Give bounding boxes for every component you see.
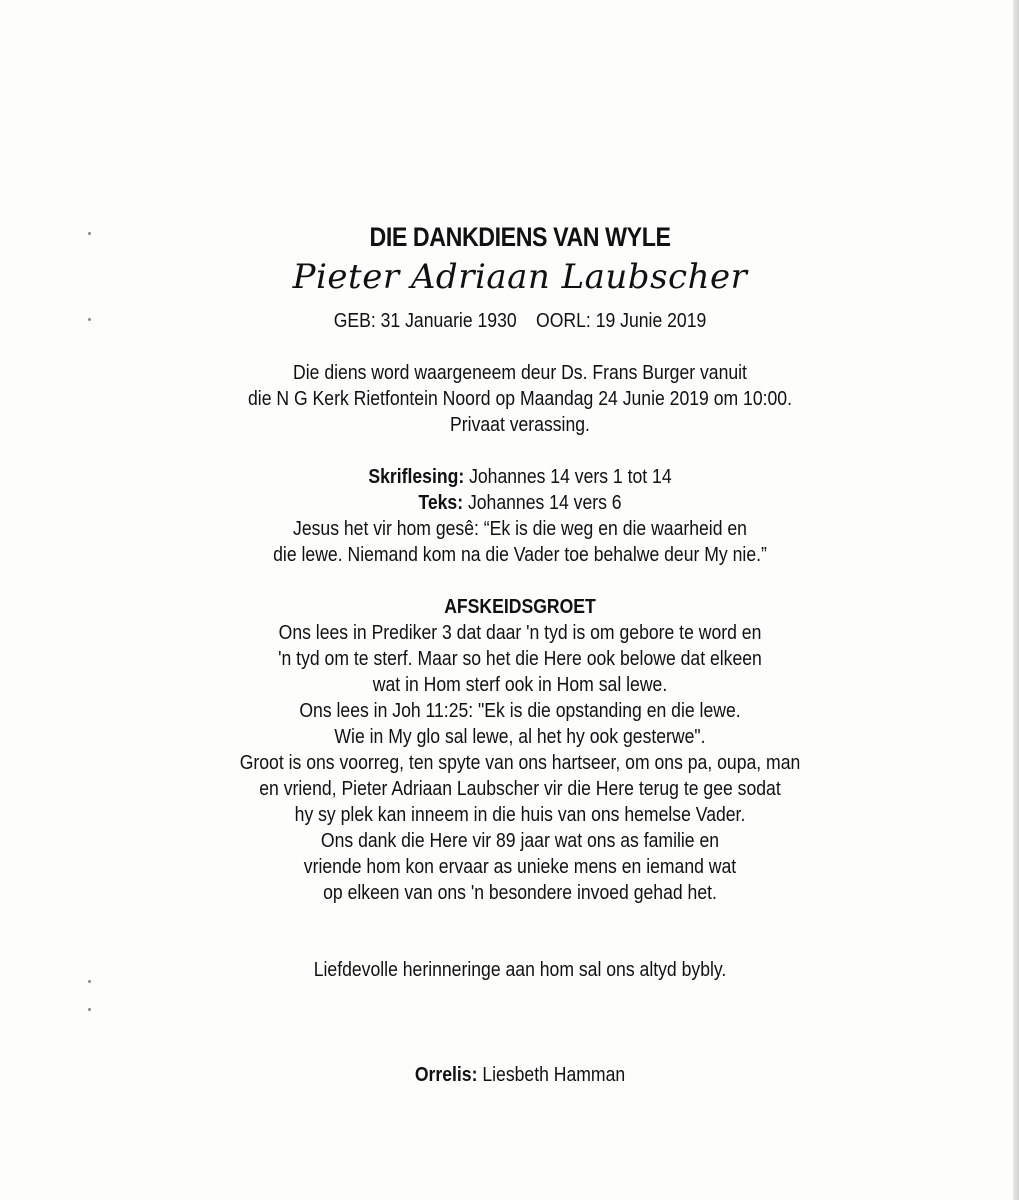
margin-mark	[88, 318, 91, 321]
sermon-text-label: Teks:	[418, 492, 464, 514]
service-line: die N G Kerk Rietfontein Noord op Maandag 24 Junie 2019 om 10:00.	[247, 388, 792, 410]
farewell-line: Ons lees in Prediker 3 dat daar 'n tyd is om gebore te word en	[278, 622, 762, 644]
quote-line: die lewe. Niemand kom na die Vader toe behalwe deur My nie.”	[273, 544, 767, 566]
farewell-line: wat in Hom sterf ook in Hom sal lewe.	[372, 674, 668, 696]
program-title: DIE DANKDIENS VAN WYLE	[369, 222, 671, 252]
life-dates	[238, 310, 801, 333]
sermon-text-value: Johannes 14 vers 6	[463, 492, 622, 514]
death-date: OORL: 19 Junie 2019	[536, 310, 707, 332]
birth-date: GEB: 31 Januarie 1930	[333, 310, 517, 332]
quote-line: Jesus het vir hom gesê: “Ek is die weg en die waarheid en	[293, 518, 747, 540]
organist-value: Liesbeth Hamman	[477, 1064, 626, 1086]
program-content	[200, 0, 840, 1200]
farewell-line: Groot is ons voorreg, ten spyte van ons hartseer, om ons pa, oupa, man	[239, 752, 801, 774]
farewell-line: Wie in My glo sal lewe, al het hy ook gesterwe".	[334, 726, 706, 748]
service-line: Privaat verassing.	[450, 414, 590, 436]
farewell-line: 'n tyd om te sterf. Maar so het die Here ook belowe dat elkeen	[278, 648, 762, 670]
organist-label: Orrelis:	[414, 1064, 478, 1086]
sermon-text	[238, 490, 801, 516]
farewell-line: Ons dank die Here vir 89 jaar wat ons as familie en	[320, 830, 720, 852]
scripture-reading	[238, 464, 801, 490]
farewell-line: hy sy plek kan inneem in die huis van ons hemelse Vader.	[294, 804, 746, 826]
farewell-line: en vriend, Pieter Adriaan Laubscher vir die Here terug te gee sodat	[259, 778, 781, 800]
margin-mark	[88, 232, 91, 235]
scripture-reading-value: Johannes 14 vers 1 tot 14	[464, 466, 672, 488]
organist	[238, 1062, 801, 1088]
margin-mark	[88, 1008, 91, 1011]
farewell-line: op elkeen van ons 'n besondere invoed gehad het.	[323, 882, 717, 904]
farewell-heading: AFSKEIDSGROET	[444, 596, 596, 618]
margin-mark	[88, 980, 91, 983]
scripture-reading-label: Skriflesing:	[368, 466, 465, 488]
farewell-line: vriende hom kon ervaar as unieke mens en iemand wat	[303, 856, 737, 878]
page-edge	[1013, 0, 1019, 1200]
service-line: Die diens word waargeneem deur Ds. Frans Burger vanuit	[293, 362, 747, 384]
farewell-line: Ons lees in Joh 11:25: "Ek is die opstanding en die lewe.	[299, 700, 741, 722]
deceased-name: Pieter Adriaan Laubscher	[292, 257, 748, 297]
memory-line: Liefdevolle herinneringe aan hom sal ons altyd bybly.	[313, 959, 727, 981]
